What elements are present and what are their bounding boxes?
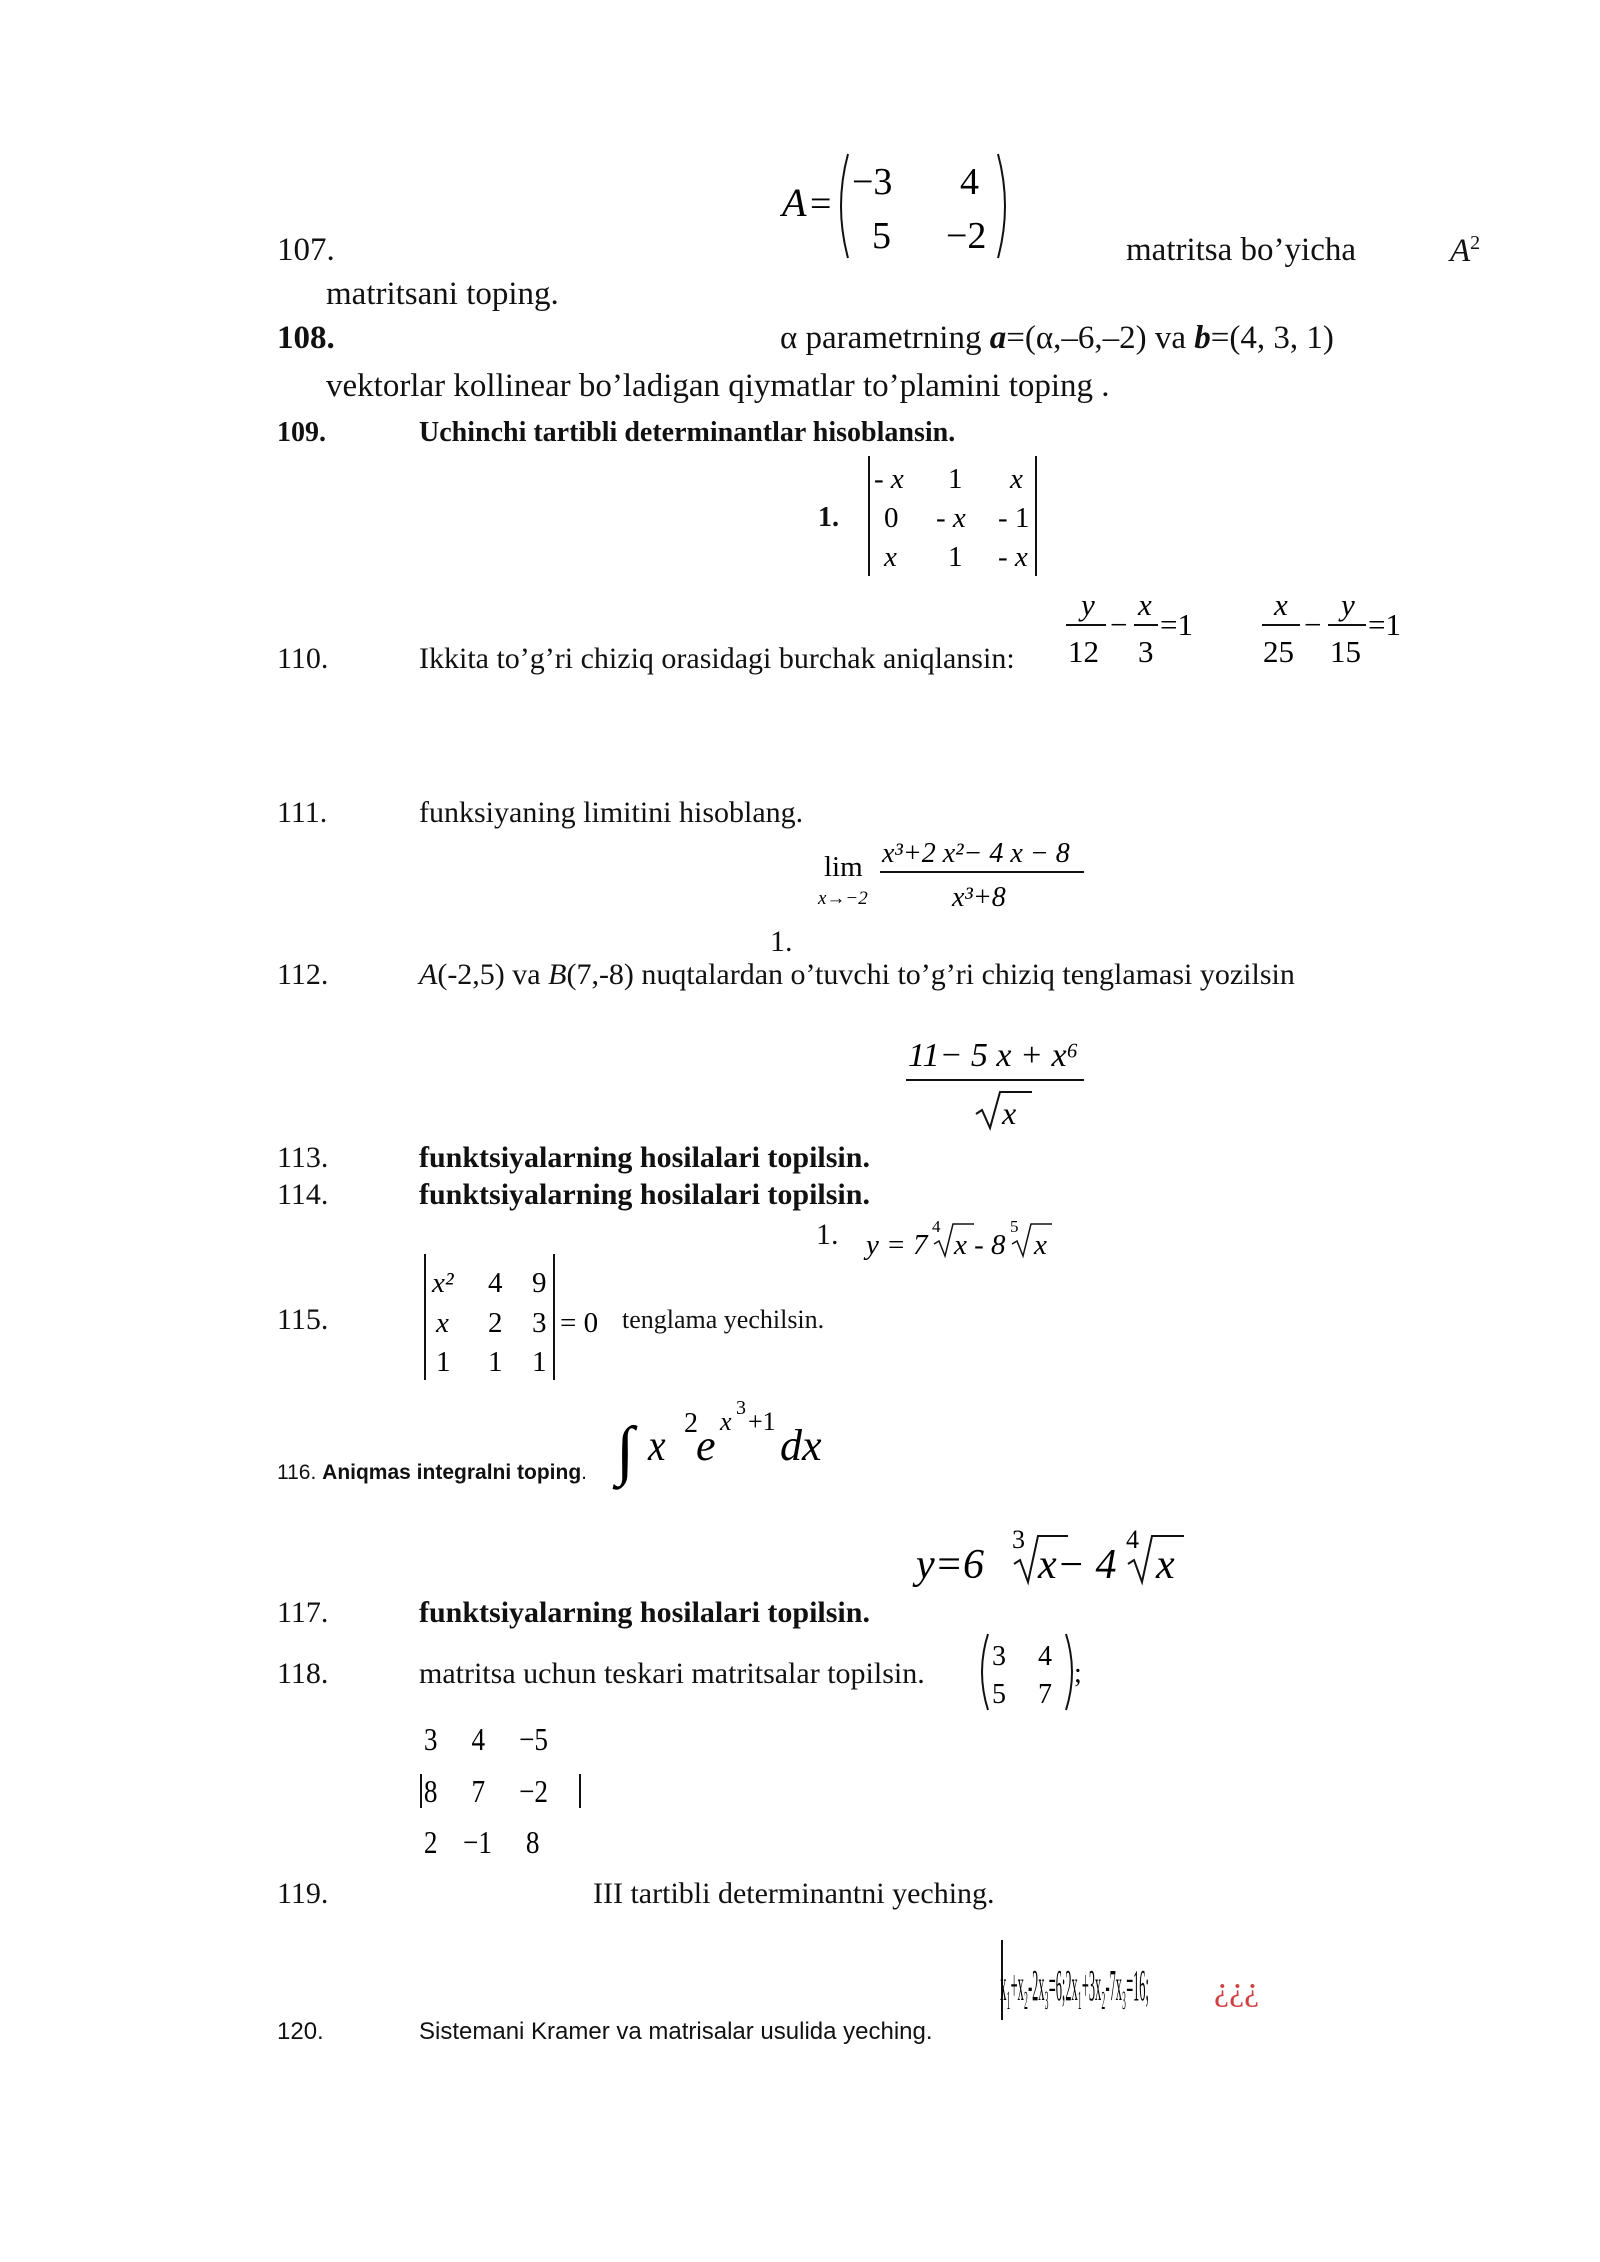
p118-number: 118. xyxy=(277,1657,329,1690)
p120-text: Sistemani Kramer va matrisalar usulida yeching. xyxy=(419,2018,933,2045)
p109-item-label: 1. xyxy=(818,502,839,533)
p107-matrix-formula xyxy=(780,148,1020,268)
p110-e1-minus: − xyxy=(1110,607,1128,642)
p112-text: A(-2,5) va B(7,-8) nuqtalardan o’tuvchi to’g’ri chiziq tenglamasi yozilsin xyxy=(419,958,1295,991)
p116-dx: dx xyxy=(780,1421,822,1470)
p109-determinant xyxy=(862,454,1042,580)
p109-r2c1: 0 xyxy=(884,502,899,534)
p107-m22: −2 xyxy=(946,215,987,257)
p110-equation-2 xyxy=(1258,585,1428,671)
p118-m22: 7 xyxy=(1038,1679,1052,1710)
p114-root-index-2: 5 xyxy=(1010,1217,1019,1236)
p109-r3c1: x xyxy=(884,541,897,573)
p107-text-continued: matritsani toping. xyxy=(326,276,559,312)
p110-e2-n2: y xyxy=(1341,587,1355,622)
p119-number: 119. xyxy=(277,1877,329,1910)
p114-text: funktsiyalarning hosilalari topilsin. xyxy=(419,1178,870,1211)
p107-matrix-name: A xyxy=(782,180,807,225)
p116-exp-plus1: +1 xyxy=(748,1407,776,1436)
p115-r3c2: 1 xyxy=(488,1346,503,1378)
p118-matrix xyxy=(976,1630,1086,1714)
p115-r2c2: 2 xyxy=(488,1307,503,1339)
p114-number: 114. xyxy=(277,1178,329,1211)
p110-e1-n2: x xyxy=(1138,587,1152,622)
p115-rhs: = 0 xyxy=(560,1307,599,1339)
p110-e2-d2: 15 xyxy=(1330,634,1361,669)
p116-integrand-e: e xyxy=(696,1421,716,1470)
p109-r2c2: - x xyxy=(936,502,966,534)
p107-equals: = xyxy=(810,183,832,225)
p112-frac-numerator: 11− 5 x + x⁶ xyxy=(908,1037,1079,1074)
p115-text: tenglama yechilsin. xyxy=(622,1305,825,1334)
p114-formula-a: y = 7 xyxy=(866,1229,928,1261)
p116-integral-formula xyxy=(612,1380,842,1492)
p113-text: funktsiyalarning hosilalari topilsin. xyxy=(419,1141,870,1174)
p109-r1c2: 1 xyxy=(948,463,963,495)
p117-formula-a: y=6 xyxy=(916,1542,984,1588)
p107-m11: −3 xyxy=(852,161,893,203)
p111-item-label: 1. xyxy=(770,925,793,958)
p119-r1c1: 3 xyxy=(423,1723,438,1758)
p117-root-index-2: 4 xyxy=(1126,1525,1139,1554)
p117-formula-b: x− 4 xyxy=(1038,1542,1117,1588)
p107-text-right: matritsa bo’yicha xyxy=(1126,232,1357,268)
p111-number: 111. xyxy=(277,796,328,829)
p115-r2c1: x xyxy=(436,1307,449,1339)
p119-r2c2: 7 xyxy=(471,1775,486,1810)
p107-number: 107. xyxy=(277,232,335,268)
p119-text: III tartibli determinantni yeching. xyxy=(593,1877,995,1910)
p117-text: funktsiyalarning hosilalari topilsin. xyxy=(419,1596,870,1629)
p116-exp-2: 2 xyxy=(684,1408,698,1439)
p111-lim: lim xyxy=(824,851,863,883)
p109-r3c2: 1 xyxy=(948,541,963,573)
p114-formula-c: x xyxy=(1034,1229,1047,1261)
p107-m21: 5 xyxy=(872,215,891,257)
p119-r2c3: −2 xyxy=(519,1775,549,1810)
p109-r2c3: - 1 xyxy=(998,502,1030,534)
p113-number: 113. xyxy=(277,1141,329,1174)
p120-formula-tail: ¿¿¿ xyxy=(1214,1971,1260,2008)
p120-system-formula xyxy=(998,1934,1268,2024)
p111-denominator: x³+8 xyxy=(952,882,1006,913)
p109-number: 109. xyxy=(277,417,326,448)
p118-semicolon: ; xyxy=(1074,1658,1082,1689)
p110-number: 110. xyxy=(277,642,329,675)
p115-r3c3: 1 xyxy=(532,1346,547,1378)
p115-r3c1: 1 xyxy=(436,1346,451,1378)
p110-equation-1 xyxy=(1062,585,1212,671)
p109-r3c3: - x xyxy=(998,541,1028,573)
p118-m12: 4 xyxy=(1038,1641,1052,1672)
p119-r3c3: 8 xyxy=(525,1826,540,1860)
p115-determinant xyxy=(416,1252,616,1382)
p110-e1-d1: 12 xyxy=(1068,634,1099,669)
p116-exp-3: 3 xyxy=(736,1397,746,1419)
p119-r1c3: −5 xyxy=(519,1723,549,1758)
p107-m12: 4 xyxy=(960,161,979,203)
p108-number: 108. xyxy=(277,320,335,356)
p114-root-index-1: 4 xyxy=(932,1217,941,1236)
p115-number: 115. xyxy=(277,1303,329,1336)
p116-integral-sign: ∫ xyxy=(616,1414,635,1487)
p110-e1-n1: y xyxy=(1081,587,1095,622)
p120-formula: x₁+x₂-2x₃=6;2x₁+3x₂-7x₃=16; xyxy=(1000,1960,1149,2010)
p120-number: 120. xyxy=(277,2018,324,2045)
p117-formula xyxy=(912,1518,1202,1598)
p109-r1c1: - x xyxy=(874,463,904,495)
p110-e2-minus: − xyxy=(1304,607,1322,642)
p110-e1-rhs: =1 xyxy=(1160,607,1193,642)
p110-e2-rhs: =1 xyxy=(1368,607,1401,642)
p116-integrand-x: x xyxy=(648,1422,666,1471)
p118-m21: 5 xyxy=(992,1679,1006,1710)
p107-a-squared: $A^2$ xyxy=(1450,232,1481,269)
p109-text: Uchinchi tartibli determinantlar hisoblansin. xyxy=(419,417,956,448)
p117-root-index-1: 3 xyxy=(1012,1525,1025,1554)
p114-item-label: 1. xyxy=(816,1218,839,1251)
p108-line1: α parametrning a=(α,–6,–2) va b=(4, 3, 1) xyxy=(780,320,1334,356)
p117-number: 117. xyxy=(277,1596,329,1629)
p114-formula-b: x - 8 xyxy=(954,1229,1006,1261)
p118-text: matritsa uchun teskari matritsalar topilsin. xyxy=(419,1657,925,1690)
p119-r2c1: 8 xyxy=(423,1775,438,1810)
p119-r3c2: −1 xyxy=(463,1826,492,1860)
p110-text: Ikkita to’g’ri chiziq orasidagi burchak aniqlansin: xyxy=(419,642,1015,675)
p115-r1c1: x² xyxy=(432,1267,454,1299)
p111-limit-formula xyxy=(812,830,1092,920)
p110-e2-d1: 25 xyxy=(1263,634,1294,669)
p117-formula-c: x xyxy=(1156,1542,1175,1588)
p110-e1-d2: 3 xyxy=(1138,634,1154,669)
p108-line2: vektorlar kollinear bo’ladigan qiymatlar to’plamini toping . xyxy=(326,368,1110,404)
p116-exp-x: x xyxy=(720,1407,732,1436)
p115-r1c3: 9 xyxy=(532,1267,547,1299)
p115-r1c2: 4 xyxy=(488,1267,503,1299)
p118-m11: 3 xyxy=(992,1641,1006,1672)
p111-numerator: x³+2 x²− 4 x − 8 xyxy=(882,838,1070,869)
p112-frac-denominator: x xyxy=(1002,1095,1017,1131)
p110-e2-n1: x xyxy=(1274,587,1288,622)
p116-text: 116. Aniqmas integralni toping. xyxy=(277,1461,588,1484)
p109-r1c3: x xyxy=(1010,463,1023,495)
p119-r1c2: 4 xyxy=(471,1723,486,1758)
p114-formula xyxy=(862,1210,1062,1266)
p119-r3c1: 2 xyxy=(423,1826,438,1860)
p115-r2c3: 3 xyxy=(532,1307,547,1339)
p112-number: 112. xyxy=(277,958,329,991)
p112-formula xyxy=(904,1028,1104,1134)
p119-determinant xyxy=(412,1710,602,1860)
p111-text: funksiyaning limitini hisoblang. xyxy=(419,796,804,829)
p111-lim-sub: x→−2 xyxy=(818,888,868,909)
